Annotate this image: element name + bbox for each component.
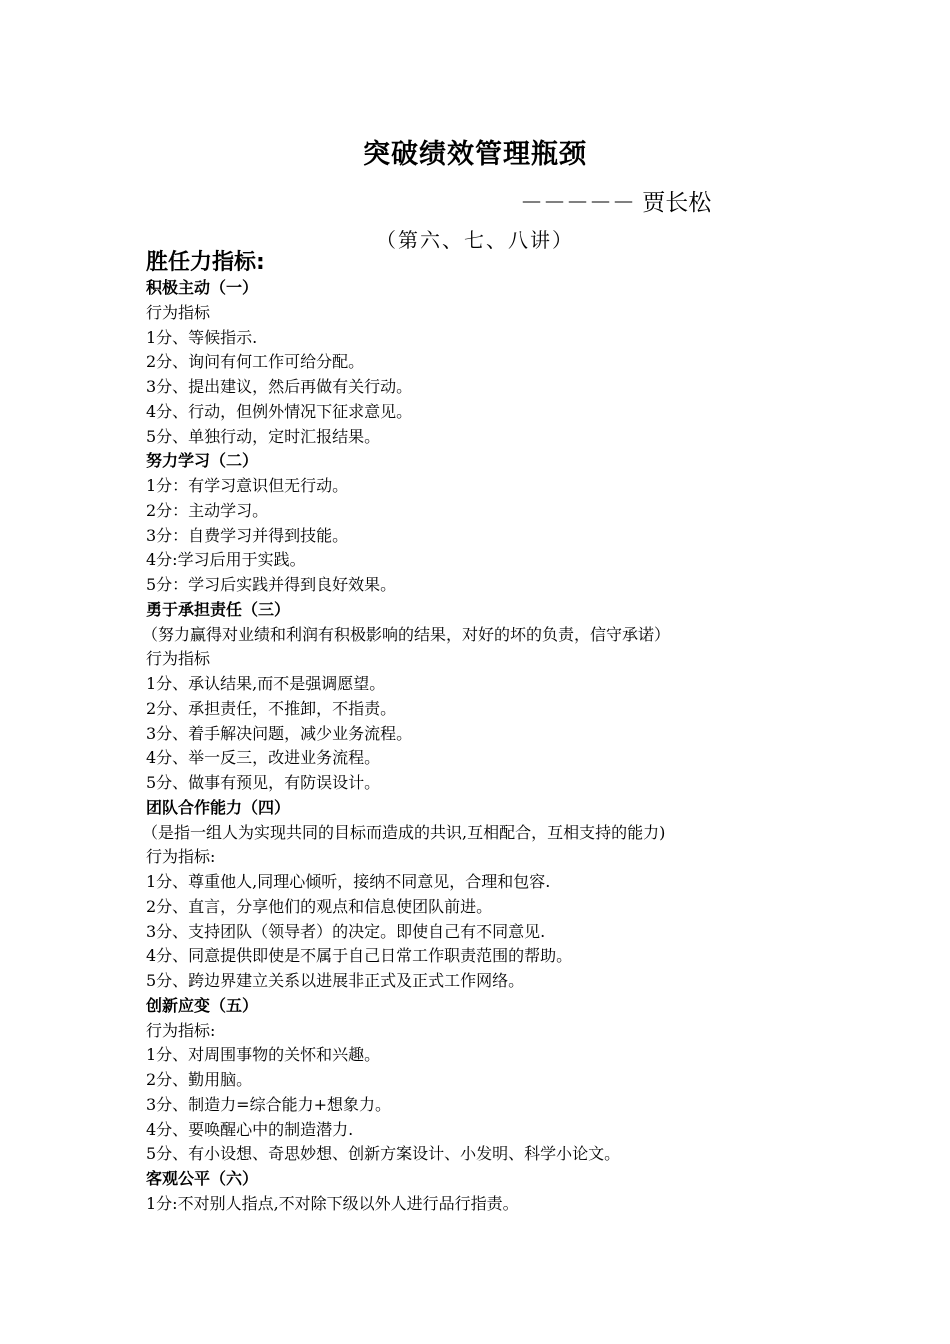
indicator-heading: 积极主动（一）: [146, 278, 259, 297]
indicator-line: 5分、有小设想、奇思妙想、创新方案设计、小发明、科学小论文。: [146, 1144, 621, 1164]
indicator-description: （努力赢得对业绩和利润有积极影响的结果，对好的坏的负责，信守承诺）: [142, 624, 671, 644]
author-line: －－－－－ 贾长松: [520, 190, 712, 216]
indicator-line: 5分：学习后实践并得到良好效果。: [146, 575, 397, 594]
indicator-line: 3分、制造力=综合能力+想象力。: [146, 1094, 391, 1114]
indicator-list: [142, 276, 846, 1217]
indicator-heading: 创新应变（五）: [146, 995, 259, 1015]
indicator-line: 1分:不对别人指点,不对除下级以外人进行品行指责。: [146, 1193, 519, 1213]
indicator-line: 行为指标:: [146, 847, 216, 867]
indicator-line: 1分、等候指示.: [146, 327, 258, 347]
indicator-line: 3分、着手解决问题，减少业务流程。: [146, 723, 413, 743]
section-title: 胜任力指标:: [146, 250, 265, 275]
indicator-line: 4分:学习后用于实践。: [146, 550, 306, 570]
indicator-line: 2分、询问有何工作可给分配。: [146, 352, 365, 372]
indicator-line: 3分、支持团队（领导者）的决定。即使自己有不同意见.: [146, 921, 546, 941]
indicator-heading: 努力学习（二）: [146, 451, 259, 471]
indicator-line: 1分、承认结果,而不是强调愿望。: [146, 674, 386, 693]
indicator-line: 4分、举一反三，改进业务流程。: [146, 748, 381, 768]
indicator-line: 4分、行动，但例外情况下征求意见。: [146, 401, 413, 421]
lecture-subtitle: （第六、七、八讲）: [376, 228, 574, 252]
indicator-line: 2分、承担责任，不推卸，不指责。: [146, 698, 397, 718]
indicator-line: 5分、单独行动，定时汇报结果。: [146, 426, 381, 446]
indicator-heading: 团队合作能力（四）: [146, 797, 291, 817]
indicator-line: 行为指标:: [146, 1020, 216, 1040]
indicator-description: （是指一组人为实现共同的目标而造成的共识,互相配合，互相支持的能力): [142, 822, 666, 842]
indicator-line: 1分：有学习意识但无行动。: [146, 476, 349, 495]
indicator-line: 4分、要唤醒心中的制造潜力.: [146, 1119, 354, 1139]
indicator-heading: 勇于承担责任（三）: [146, 599, 291, 619]
indicator-line: 5分、做事有预见，有防误设计。: [146, 773, 381, 792]
indicator-line: 2分：主动学习。: [146, 500, 269, 520]
indicator-line: 2分、勤用脑。: [146, 1070, 253, 1089]
indicator-line: 行为指标: [146, 302, 211, 322]
indicator-line: 行为指标: [146, 649, 211, 669]
indicator-line: 1分、对周围事物的关怀和兴趣。: [146, 1045, 381, 1065]
indicator-line: 3分：自费学习并得到技能。: [146, 525, 349, 545]
indicator-line: 3分、提出建议，然后再做有关行动。: [146, 377, 413, 396]
document-body: [142, 250, 846, 1217]
indicator-line: 1分、尊重他人,同理心倾听，接纳不同意见，合理和包容.: [146, 872, 551, 891]
document-title: 突破绩效管理瓶颈: [363, 139, 587, 170]
indicator-line: 4分、同意提供即使是不属于自己日常工作职责范围的帮助。: [146, 946, 573, 966]
indicator-line: 2分、直言，分享他们的观点和信息使团队前进。: [146, 896, 493, 916]
indicator-heading: 客观公平（六）: [146, 1169, 259, 1188]
indicator-line: 5分、跨边界建立关系以进展非正式及正式工作网络。: [146, 971, 525, 990]
